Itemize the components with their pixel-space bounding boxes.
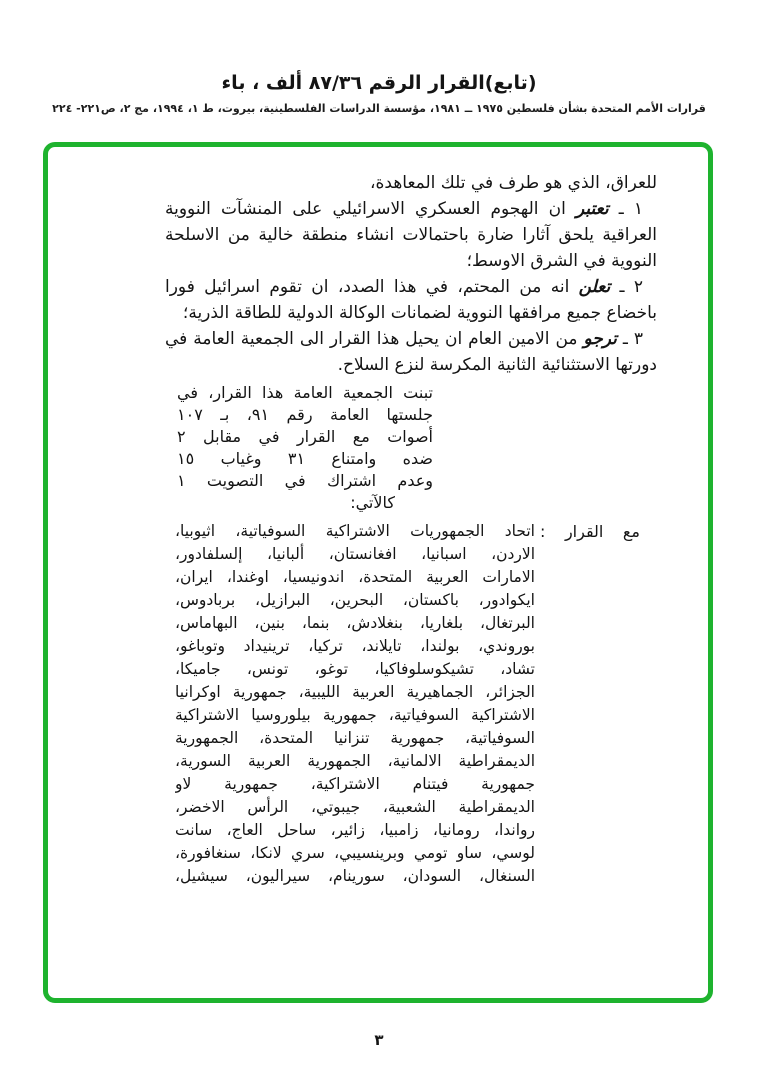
following-label: كالآتي: [350,493,395,512]
text-line: الديمقراطية الشعبية، جيبوتي، الرأس الاخضر، [175,798,535,816]
text-line: تشاد، تشيكوسلوفاكيا، توغو، تونس، جاميكا، [175,660,535,678]
text-line: الاشتراكية السوفياتية، جمهورية بيلوروسيا الاشتراكية [175,706,535,724]
resolution-body [101,170,657,888]
text-line: النووية في الشرق الاوسط؛ [466,251,657,271]
text-line: العراقية يلحق آثارا ضارة باحتمالات انشاء منطقة خالية من الاسلحة [165,225,657,245]
text-line: ٣ ـ ترجو من الامين العام ان يحيل هذا القرار الى الجمعية العامة في [165,329,643,349]
text-line: الديمقراطية الالمانية، الجمهورية العربية السورية، [175,752,535,770]
text-line: الاردن، اسبانيا، افغانستان، ألبانيا، إلسلفادور، [175,545,535,563]
text-line: الامارات العربية المتحدة، اندونيسيا، اوغندا، ايران، [175,568,535,586]
text-line: السوفياتية، جمهورية تنزانيا المتحدة، الجمهورية [175,729,535,747]
text-line: الجزائر، الجماهيرية العربية الليبية، جمهورية اوكرانيا [175,683,535,701]
text-line: ضده وامتناع ٣١ وغياب ١٥ [177,449,433,468]
vote-record [101,520,640,888]
text-line: أصوات مع القرار في مقابل ٢ [177,427,433,446]
text-line: رواندا، رومانيا، زامبيا، زائير، ساحل العاج، سانت [175,821,535,839]
resolution-paragraphs [165,170,657,378]
text-line: جمهورية فيتنام الاشتراكية، جمهورية لاو [175,775,535,793]
vote-with-label: مع القرار : [540,522,640,541]
text-line: ١ ـ تعتبر ان الهجوم العسكري الاسرائيلي على المنشآت النووية [165,199,643,219]
adoption-note [177,382,433,492]
text-line: السنغال، السودان، سورينام، سيراليون، سيشيل، [175,867,535,885]
page-number: ٣ [374,1031,384,1049]
text-line: تبنت الجمعية العامة هذا القرار، في [177,383,433,402]
citation-line: قرارات الأمم المتحدة بشأن فلسطين ١٩٧٥ ــ ١٩٨١، مؤسسة الدراسات الفلسطينية، بيروت، ط ١، ١٩٩٤، مج ٢، ص٢٢١- ٢٢٤ [52,102,706,115]
text-line: لوسي، ساو تومي وبرينسيبي، سري لانكا، سنغافورة، [175,844,535,862]
text-line: جلستها العامة رقم ٩١، بـ ١٠٧ [177,405,433,424]
text-line: باخضاع جميع مرافقها النووية لضمانات الوكالة الدولية للطاقة الذرية؛ [182,303,657,323]
text-line: ٢ ـ تعلن انه من المحتم، في هذا الصدد، ان تقوم اسرائيل فورا [165,277,643,297]
text-line: للعراق، الذي هو طرف في تلك المعاهدة، [370,173,657,193]
text-line: البرتغال، بلغاريا، بنغلادش، بنما، بنين، البهاماس، [175,614,535,632]
text-line: ايكوادور، باكستان، البحرين، البرازيل، بربادوس، [175,591,535,609]
text-line: وعدم اشتراك في التصويت ١ [177,471,433,490]
text-line: دورتها الاستثنائية الثانية المكرسة لنزع السلاح. [337,355,657,375]
document-title: (تابع)القرار الرقم ٨٧/٣٦ ألف ، باء [221,72,537,94]
vote-country-lines [175,520,535,888]
text-line: بوروندي، بولندا، تايلاند، تركيا، ترينيداد وتوباغو، [175,637,535,655]
text-line: اتحاد الجمهوريات الاشتراكية السوفياتية، اثيوبيا، [175,522,535,540]
